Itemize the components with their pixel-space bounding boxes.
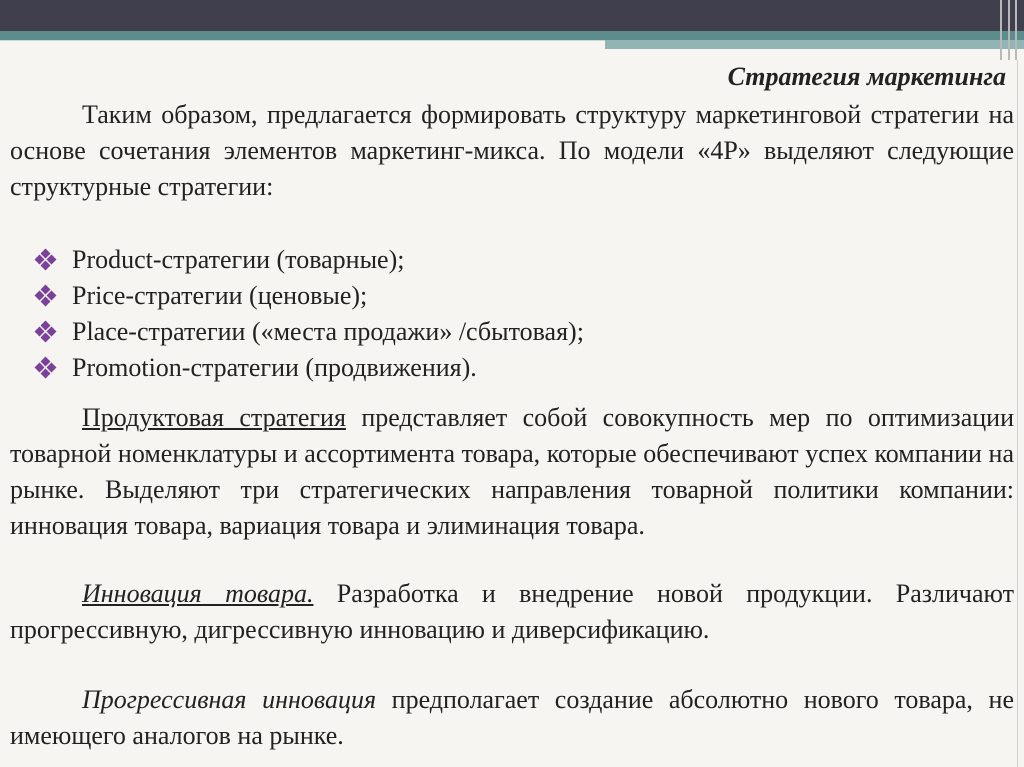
accent-band-light	[605, 40, 1024, 49]
diamond-bullet-icon	[35, 285, 57, 307]
list-item	[35, 242, 584, 278]
accent-band	[0, 31, 1024, 40]
strategy-list	[35, 242, 584, 386]
slide-title: Стратегия маркетинга	[727, 62, 1006, 91]
side-divider	[1017, 60, 1018, 767]
list-item-text: Place-стратегии («места продажи» /сбытовая);	[72, 317, 584, 346]
innovation-term: Инновация товара.	[82, 579, 314, 608]
progressive-text: предполагает создание абсолютно нового товара, не имеющего аналогов на рынке.	[10, 685, 1014, 750]
list-item	[35, 350, 584, 386]
product-strategy-term: Продуктовая стратегия	[82, 403, 346, 432]
innovation-paragraph	[10, 576, 1014, 648]
list-item-text: Promotion-стратегии (продвижения).	[72, 353, 477, 382]
innovation-text: Разработка и внедрение новой продукции. Различают прогрессивную, дигрессивную инновацию и диверсификацию.	[10, 579, 1014, 644]
diamond-bullet-icon	[35, 321, 57, 343]
product-strategy-paragraph	[10, 400, 1014, 544]
intro-paragraph: Таким образом, предлагается формировать структуру маркетинговой стратегии на основе сочетания элементов маркетинг-микса. По модели «4P» выделяют следующие структурные стратегии:	[10, 100, 1014, 201]
header-band	[0, 0, 1024, 31]
progressive-paragraph	[10, 682, 1014, 754]
product-strategy-text: представляет собой совокупность мер по оптимизации товарной номенклатуры и ассортимента товара, которые обеспечивают успех компании на рынке. Выделяют три стратегических направления товарной политики компании: инновация товара, вариация товара и элиминация товара.	[10, 403, 1014, 540]
diamond-bullet-icon	[35, 249, 57, 271]
progressive-term: Прогрессивная инновация	[82, 685, 377, 714]
list-item-text: Product-стратегии (товарные);	[72, 245, 405, 274]
diamond-bullet-icon	[35, 357, 57, 379]
divider	[0, 40, 605, 41]
list-item	[35, 314, 584, 350]
list-item-text: Price-стратегии (ценовые);	[72, 281, 368, 310]
list-item	[35, 278, 584, 314]
